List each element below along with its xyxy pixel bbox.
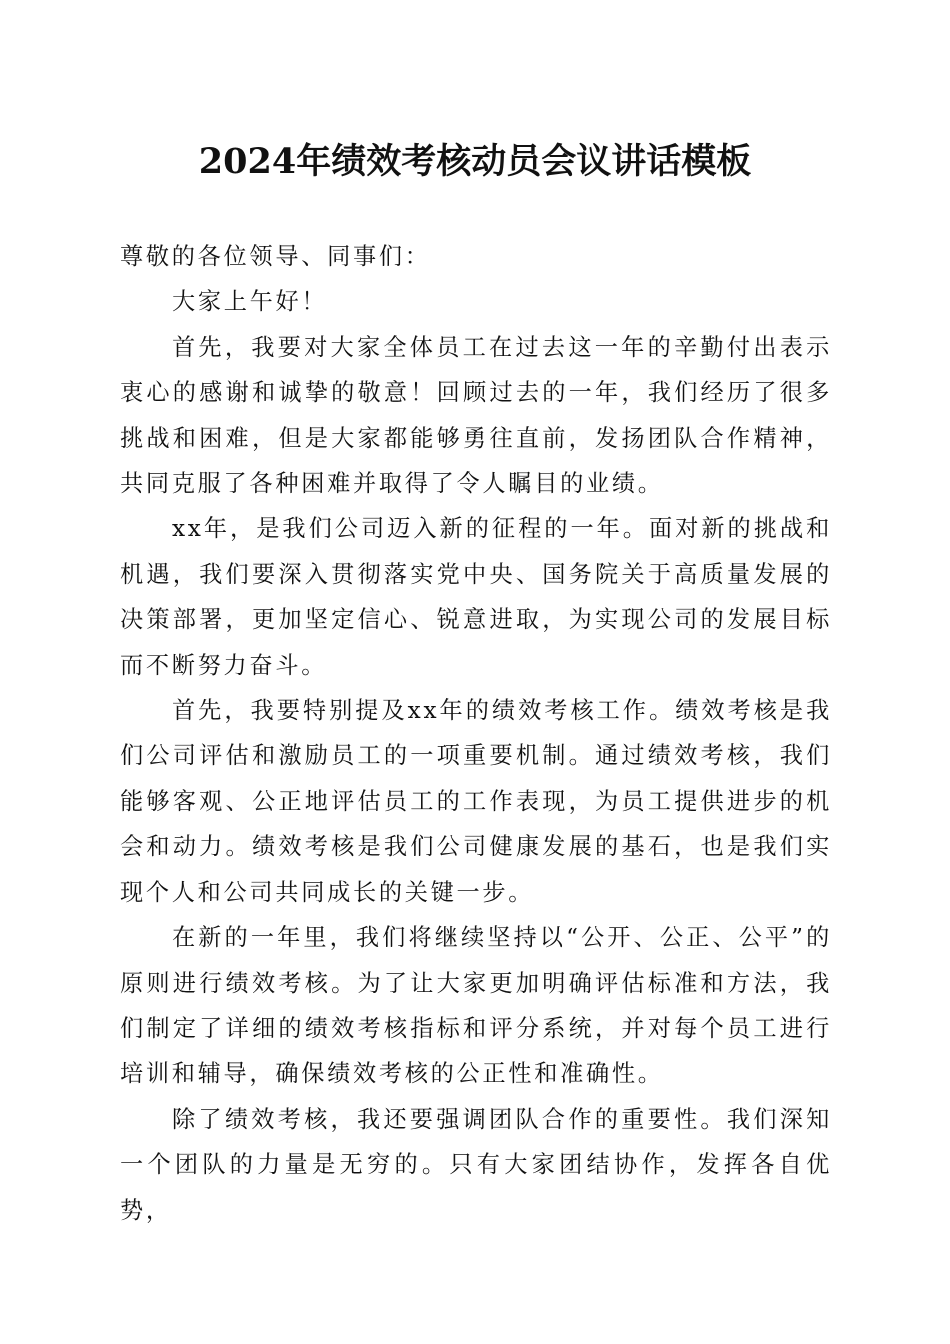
- document-body: [120, 234, 832, 1233]
- paragraph-performance-review: 首先，我要特别提及xx年的绩效考核工作。绩效考核是我们公司评估和激励员工的一项重要机制。通过绩效考核，我们能够客观、公正地评估员工的工作表现，为员工提供进步的机会和动力。绩效考核是我们公司健康发展的基石，也是我们实现个人和公司共同成长的关键一步。: [120, 697, 832, 906]
- paragraph-thanks: 首先，我要对大家全体员工在过去这一年的辛勤付出表示衷心的感谢和诚挚的敬意！回顾过去的一年，我们经历了很多挑战和困难，但是大家都能够勇往直前，发扬团队合作精神，共同克服了各种困难并取得了令人瞩目的业绩。: [120, 333, 832, 498]
- salutation: 尊敬的各位领导、同事们：: [120, 243, 431, 270]
- paragraph-new-year: xx年，是我们公司迈入新的征程的一年。面对新的挑战和机遇，我们要深入贯彻落实党中央、国务院关于高质量发展的决策部署，更加坚定信心、锐意进取，为实现公司的发展目标而不断努力奋斗。: [120, 515, 832, 679]
- paragraph-teamwork: 除了绩效考核，我还要强调团队合作的重要性。我们深知一个团队的力量是无穷的。只有大家团结协作，发挥各自优势，: [120, 1105, 832, 1224]
- paragraph-greeting: 大家上午好！: [172, 288, 328, 316]
- paragraph-principles: 在新的一年里，我们将继续坚持以“公开、公正、公平”的原则进行绩效考核。为了让大家更加明确评估标准和方法，我们制定了详细的绩效考核指标和评分系统，并对每个员工进行培训和辅导，确保绩效考核的公正性和准确性。: [120, 924, 832, 1088]
- document-title: 2024年绩效考核动员会议讲话模板: [198, 141, 752, 182]
